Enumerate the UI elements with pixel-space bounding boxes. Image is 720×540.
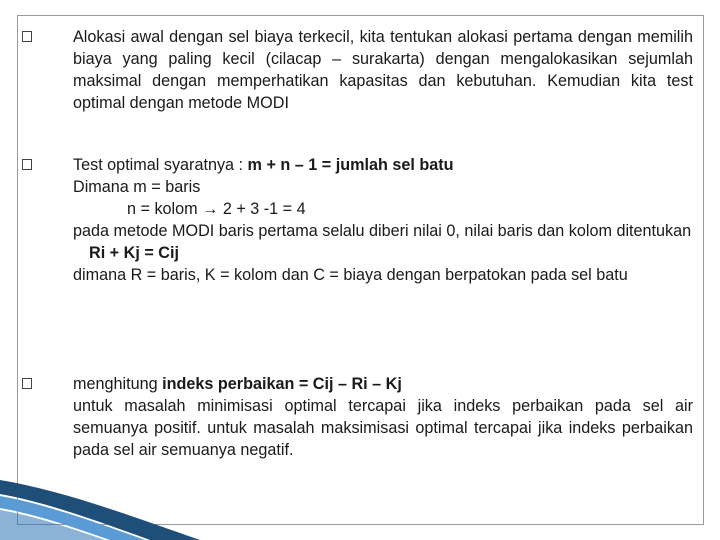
bullet-3-text bbox=[73, 373, 693, 461]
square-bullet-icon bbox=[22, 31, 32, 42]
decorative-swoosh bbox=[0, 450, 220, 540]
condition-label: Test optimal syaratnya : bbox=[73, 156, 248, 174]
bullet-1-text: Alokasi awal dengan sel biaya terkecil, kita tentukan alokasi pertama dengan memilih biaya yang paling kecil (cilacap – surakarta) dengan mengalokasikan sejumlah maksimal dengan memperhatikan kapasitas dan kebutuhan. Kemudian kita test optimal dengan metode MODI bbox=[73, 28, 693, 112]
improvement-label: menghitung bbox=[73, 375, 163, 393]
modi-explanation: pada metode MODI baris pertama selalu diberi nilai 0, nilai baris dan kolom ditentukan bbox=[73, 222, 692, 240]
bullet-2-line-1 bbox=[73, 154, 693, 176]
square-bullet-icon bbox=[22, 159, 32, 170]
improvement-formula: indeks perbaikan = Cij – Ri – Kj bbox=[162, 375, 402, 393]
optimality-explanation: untuk masalah minimisasi optimal tercapai jika indeks perbaikan pada sel air semuanya positif. untuk masalah maksimisasi optimal tercapai jika indeks perbaikan pada sel air semuanya negatif. bbox=[73, 397, 693, 459]
rows-definition: Dimana m = baris bbox=[73, 178, 201, 196]
bullet-2-text bbox=[73, 154, 693, 286]
columns-definition: n = kolom → 2 + 3 -1 = 4 bbox=[127, 200, 306, 218]
condition-formula: m + n – 1 = jumlah sel batu bbox=[247, 156, 454, 174]
ri-kj-formula: Ri + Kj = Cij bbox=[89, 244, 179, 262]
variable-definitions: dimana R = baris, K = kolom dan C = biaya dengan berpatokan pada sel batu bbox=[73, 266, 628, 284]
square-bullet-icon bbox=[22, 378, 32, 389]
bullet-3-line-1 bbox=[73, 373, 693, 395]
ri-kj-formula-line bbox=[73, 242, 693, 264]
